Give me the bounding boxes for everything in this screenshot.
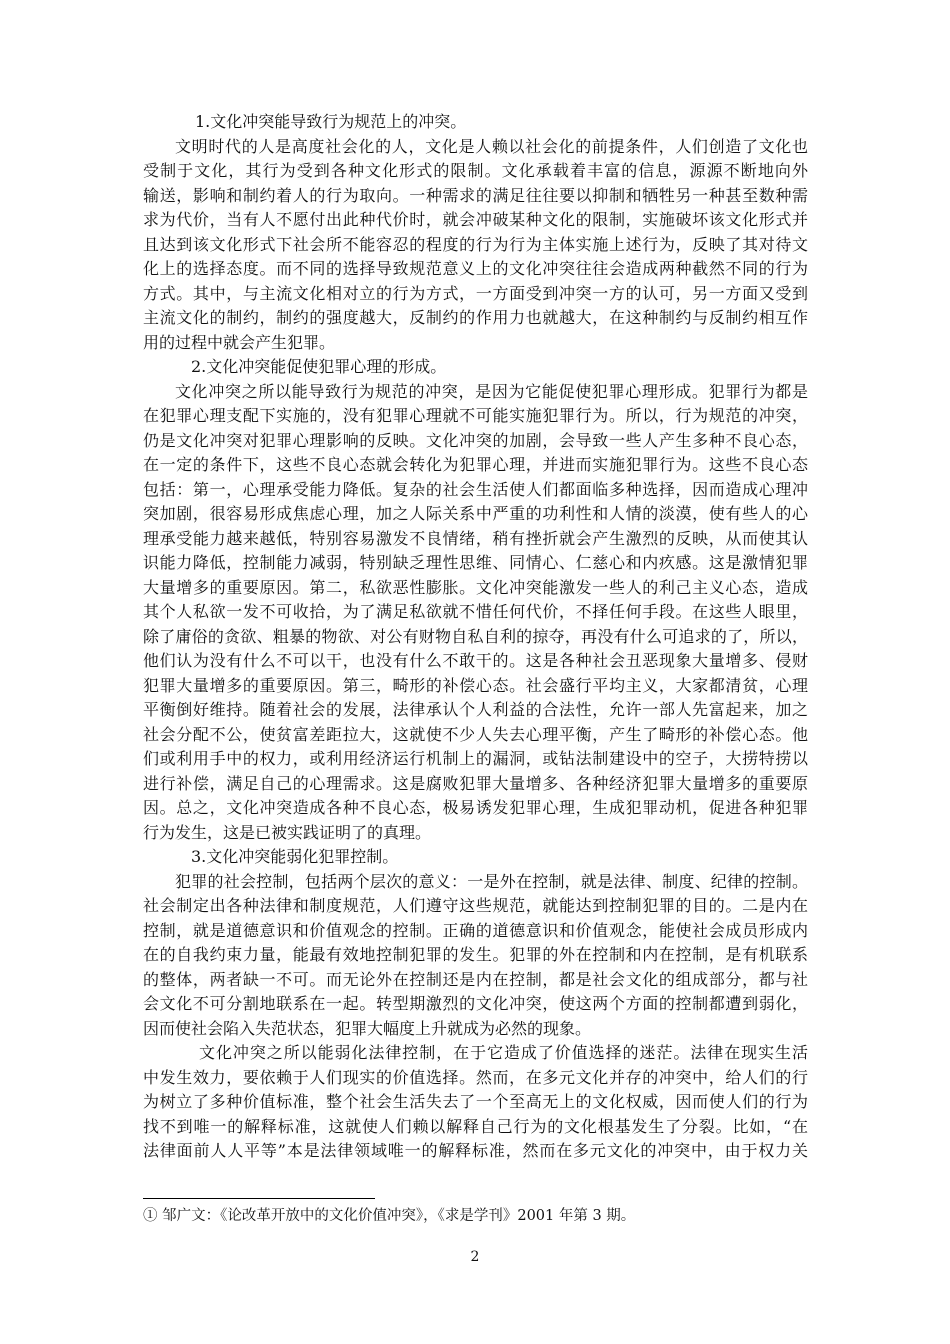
text-line: 行为发生，这是已被实践证明了的真理。 [143, 822, 432, 842]
text-line: 找不到唯一的解释标准，这就使人们赖以解释自己行为的文化根基发生了分裂。比如，“在 [143, 1116, 808, 1136]
text-line: 识能力降低，控制能力减弱，特别缺乏理性思维、同情心、仁慈心和内疚感。这是激情犯罪 [143, 553, 808, 572]
text-line: 平衡倒好维持。随着社会的发展，法律承认个人利益的合法性，允许一部人先富起来，加之 [143, 700, 808, 719]
text-line: 犯罪大量增多的重要原因。第三，畸形的补偿心态。社会盛行平均主义，大家都清贫，心理 [143, 675, 808, 695]
footnote: ① 邹广文：《论改革开放中的文化价值冲突》，《求是学刊》2001 年第 3 期。 [143, 1208, 636, 1224]
section-heading: 2.文化冲突能促使犯罪心理的形成。 [191, 357, 447, 376]
text-line: 突加剧，很容易形成焦虑心理，加之人际关系中严重的功利性和人情的淡漠，使有些人的心 [143, 504, 808, 523]
text-line: 法律面前人人平等”本是法律领域唯一的解释标准，然而在多元文化的冲突中，由于权力关 [143, 1141, 808, 1160]
text-line: 在一定的条件下，这些不良心态就会转化为犯罪心理，并进而实施犯罪行为。这些不良心态 [143, 455, 808, 474]
text-line: 化上的选择态度。而不同的选择导致规范意义上的文化冲突往往会造成两种截然不同的行为 [143, 259, 808, 278]
text-line: 中发生效力，要依赖于人们现实的价值选择。然而，在多元文化并存的冲突中，给人们的行 [143, 1067, 808, 1087]
section-heading: 1.文化冲突能导致行为规范上的冲突。 [195, 112, 467, 131]
text-line: 他们认为没有什么不可以干，也没有什么不敢干的。这是各种社会丑恶现象大量增多、侵财 [143, 651, 808, 670]
text-line: 包括：第一，心理承受能力降低。复杂的社会生活使人们都面临多种选择，因而造成心理冲 [143, 479, 808, 499]
text-line: 为树立了多种价值标准，整个社会生活失去了一个至高无上的文化权威，因而使人们的行为 [143, 1092, 808, 1111]
text-line: 用的过程中就会产生犯罪。 [143, 332, 336, 352]
text-line: 除了庸俗的贪欲、粗暴的物欲、对公有财物自私自利的掠夺，再没有什么可追求的了，所以， [143, 626, 808, 646]
page-number: 2 [470, 1249, 480, 1265]
document-body [143, 110, 808, 1164]
section-heading: 3.文化冲突能弱化犯罪控制。 [191, 847, 399, 866]
text-line: 文化冲突之所以能弱化法律控制，在于它造成了价值选择的迷茫。法律在现实生活 [199, 1043, 808, 1062]
text-line: 仍是文化冲突对犯罪心理影响的反映。文化冲突的加剧，会导致一些人产生多种不良心态， [143, 430, 808, 450]
text-line: 在的自我约束力量，能最有效地控制犯罪的发生。犯罪的外在控制和内在控制，是有机联系 [143, 945, 808, 964]
footnote-divider [143, 1198, 375, 1199]
text-line: 犯罪的社会控制，包括两个层次的意义：一是外在控制，就是法律、制度、纪律的控制。 [175, 871, 808, 891]
text-line: 文化冲突之所以能导致行为规范的冲突，是因为它能促使犯罪心理形成。犯罪行为都是 [175, 381, 808, 401]
text-line: 主流文化的制约，制约的强度越大，反制约的作用力也就越大，在这种制约与反制约相互作 [143, 308, 808, 327]
text-line: 在犯罪心理支配下实施的，没有犯罪心理就不可能实施犯罪行为。所以，行为规范的冲突， [143, 406, 808, 425]
text-line: 社会制定出各种法律和制度规范，人们遵守这些规范，就能达到控制犯罪的目的。二是内在 [143, 896, 808, 915]
text-line: 会文化不可分割地联系在一起。转型期激烈的文化冲突，使这两个方面的控制都遭到弱化， [143, 994, 808, 1013]
text-line: 们或利用手中的权力，或利用经济运行机制上的漏洞，或钻法制建设中的空子，大捞特捞以 [143, 749, 808, 768]
text-line: 方式。其中，与主流文化相对立的行为方式，一方面受到冲突一方的认可，另一方面又受到 [143, 283, 808, 303]
text-line: 且达到该文化形式下社会所不能容忍的程度的行为行为主体实施上述行为，反映了其对待文 [143, 234, 808, 254]
text-line: 大量增多的重要原因。第二，私欲恶性膨胀。文化冲突能激发一些人的利己主义心态，造成 [143, 577, 808, 597]
text-line: 因。总之，文化冲突造成各种不良心态，极易诱发犯罪心理，生成犯罪动机，促进各种犯罪 [143, 798, 808, 817]
text-line: 因而使社会陷入失范状态，犯罪大幅度上升就成为必然的现象。 [143, 1018, 592, 1038]
text-line: 文明时代的人是高度社会化的人，文化是人赖以社会化的前提条件，人们创造了文化也 [175, 136, 808, 156]
text-line: 理承受能力越来越低，特别容易激发不良情绪，稍有挫折就会产生激烈的反映，从而使其认 [143, 528, 808, 548]
text-line: 控制，就是道德意识和价值观念的控制。正确的道德意识和价值观念，能使社会成员形成内 [143, 920, 808, 940]
text-line: 社会分配不公，使贫富差距拉大，这就使不少人失去心理平衡，产生了畸形的补偿心态。他 [143, 724, 808, 744]
text-line: 其个人私欲一发不可收拾，为了满足私欲就不惜任何代价，不择任何手段。在这些人眼里， [143, 602, 808, 621]
text-line: 求为代价，当有人不愿付出此种代价时，就会冲破某种文化的限制，实施破坏该文化形式并 [143, 210, 808, 229]
text-line: 进行补偿，满足自己的心理需求。这是腐败犯罪大量增多、各种经济犯罪大量增多的重要原 [143, 773, 808, 793]
text-line: 受制于文化，其行为受到各种文化形式的限制。文化承载着丰富的信息，源源不断地向外 [143, 161, 808, 180]
text-line: 的整体，两者缺一不可。而无论外在控制还是内在控制，都是社会文化的组成部分，都与社 [143, 969, 808, 989]
text-line: 输送，影响和制约着人的行为取向。一种需求的满足往往要以抑制和牺牲另一种甚至数种需 [143, 185, 808, 205]
